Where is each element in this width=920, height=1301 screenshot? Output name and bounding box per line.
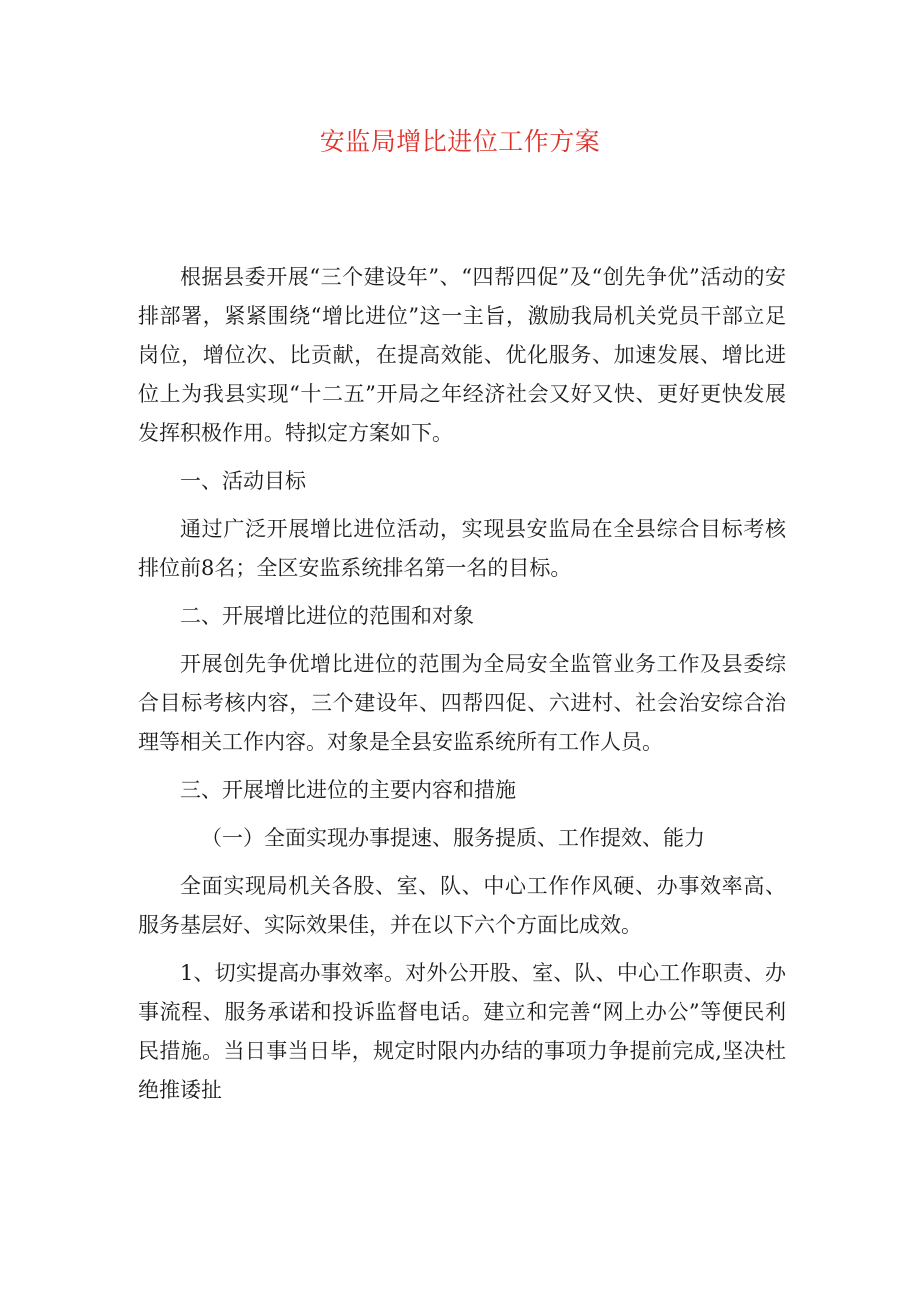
heading-section-1: 一、活动目标 xyxy=(180,469,306,493)
document-body xyxy=(138,258,786,1119)
paragraph-goals: 通过广泛开展增比进位活动，实现县安监局在全县综合目标考核排位前8名；全区安监系统排名第一名的目标。 xyxy=(138,517,786,580)
paragraph-subsection-1: 全面实现局机关各股、室、队、中心工作作风硬、办事效率高、服务基层好、实际效果佳，并在以下六个方面比成效。 xyxy=(138,874,786,937)
paragraph-item-1: 1、切实提高办事效率。对外公开股、室、队、中心工作职责、办事流程、服务承诺和投诉监督电话。建立和完善“网上办公”等便民利民措施。当日事当日毕，规定时限内办结的事项力争提前完成,坚决杜绝推诿扯 xyxy=(138,961,786,1102)
paragraph-intro: 根据县委开展“三个建设年”、“四帮四促”及“创先争优”活动的安排部署，紧紧围绕“增比进位”这一主旨，激励我局机关党员干部立足岗位，增位次、比贡献，在提高效能、优化服务、加速发展、增比进位上为我县实现“十二五”开局之年经济社会又好又快、更好更快发展发挥积极作用。特拟定方案如下。 xyxy=(138,265,786,445)
heading-section-2: 二、开展增比进位的范围和对象 xyxy=(180,604,474,628)
heading-section-3: 三、开展增比进位的主要内容和措施 xyxy=(180,778,516,802)
paragraph-scope: 开展创先争优增比进位的范围为全局安全监管业务工作及县委综合目标考核内容，三个建设年、四帮四促、六进村、社会治安综合治理等相关工作内容。对象是全县安监系统所有工作人员。 xyxy=(138,652,786,754)
document-title: 安监局增比进位工作方案 xyxy=(319,127,601,156)
heading-subsection-1: （一）全面实现办事提速、服务提质、工作提效、能力 xyxy=(201,826,705,850)
